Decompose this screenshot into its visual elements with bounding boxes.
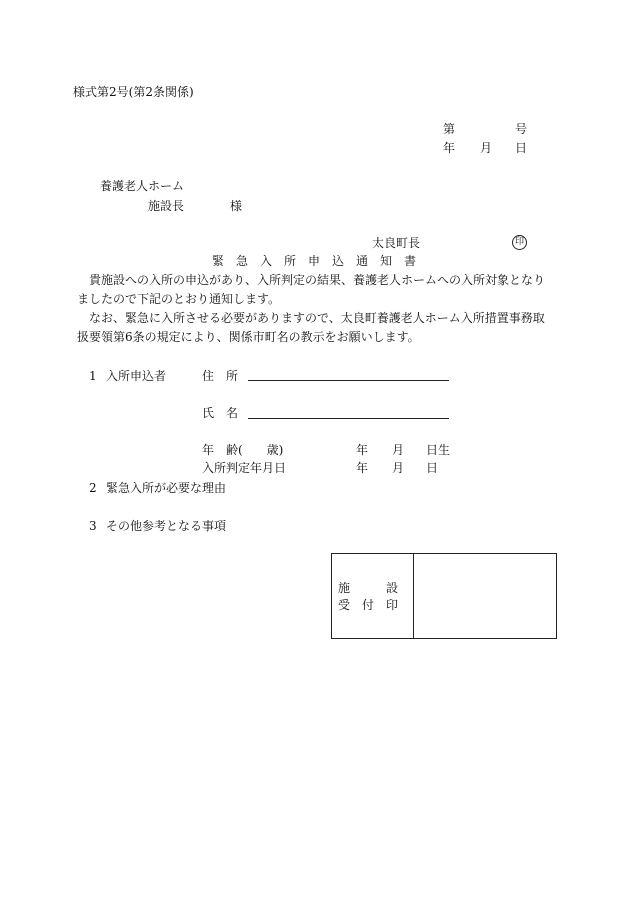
document-title: 緊 急 入 所 申 込 通 知 書 <box>212 254 417 268</box>
age-label: 年 齢( 歳) <box>202 443 284 457</box>
body-p2-line2: 扱要領第6条の規定により、関係市町名の教示をお願いします。 <box>77 330 420 344</box>
issuer-name: 太良町長 <box>372 236 421 250</box>
stamp-label-line2: 受 付 印 <box>338 598 399 612</box>
addressee-head: 施設長 <box>148 199 185 213</box>
stamp-box <box>331 553 557 639</box>
body-p1-line1: 貴施設への入所の申込があり、入所判定の結果、養護老人ホームへの入所対象となり <box>89 273 546 287</box>
judge-day: 日 <box>426 461 439 475</box>
birth-day: 日生 <box>426 443 451 457</box>
name-label: 氏 名 <box>202 406 239 420</box>
birth-year: 年 <box>356 443 369 457</box>
date-year: 年 <box>443 141 456 155</box>
address-underline <box>248 380 449 381</box>
seal-mark: 印 <box>512 235 527 250</box>
birth-month: 月 <box>392 443 405 457</box>
judge-month: 月 <box>392 461 405 475</box>
item3-label: その他参考となる事項 <box>106 519 227 533</box>
address-label: 住 所 <box>202 369 239 383</box>
body-p2-line1: なお、緊急に入所させる必要がありますので、太良町養護老人ホーム入所措置事務取 <box>89 311 545 325</box>
ref-dai: 第 <box>443 122 456 136</box>
form-number: 様式第2号(第2条関係) <box>73 85 194 99</box>
item2-number: 2 <box>89 481 97 495</box>
ref-go: 号 <box>515 122 528 136</box>
item1-number: 1 <box>89 369 97 383</box>
addressee-facility: 養護老人ホーム <box>100 179 185 193</box>
judge-year: 年 <box>356 461 369 475</box>
body-p1-line2: ましたので下記のとおり通知します。 <box>77 292 281 306</box>
judge-label: 入所判定年月日 <box>202 461 287 475</box>
name-underline <box>248 418 449 419</box>
stamp-box-divider <box>413 553 414 638</box>
addressee-sama: 様 <box>230 199 243 213</box>
item2-label: 緊急入所が必要な理由 <box>106 481 227 495</box>
date-month: 月 <box>480 141 493 155</box>
item3-number: 3 <box>89 519 97 533</box>
item1-label: 入所申込者 <box>106 369 167 383</box>
date-day: 日 <box>515 141 528 155</box>
stamp-label-line1: 施 設 <box>338 581 399 595</box>
